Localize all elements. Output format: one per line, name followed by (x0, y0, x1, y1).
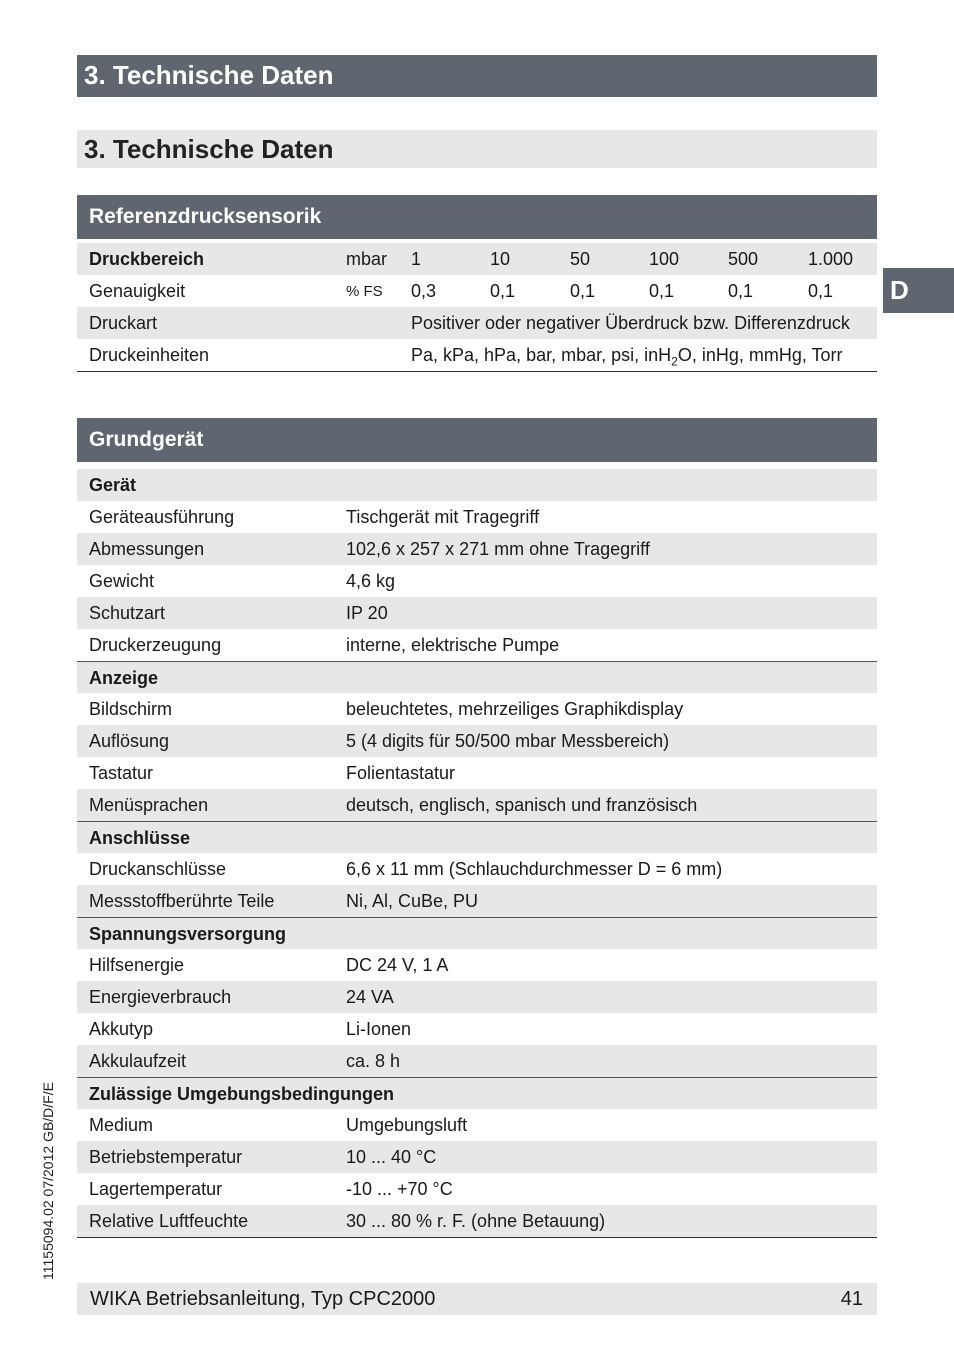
accuracy-value: 0,1 (728, 281, 754, 301)
row-label: Relative Luftfeuchte (89, 1211, 249, 1231)
row-label: Betriebstemperatur (89, 1147, 243, 1167)
pressure-type-label: Druckart (89, 313, 158, 333)
pressure-type-row (77, 307, 877, 339)
group-title: Zulässige Umgebungsbedingungen (89, 1084, 395, 1104)
group-header-row (77, 1077, 877, 1109)
group-header-row (77, 821, 877, 853)
row-label: Energieverbrauch (89, 987, 232, 1007)
chapter-header-bar (77, 55, 877, 97)
row-value: 4,6 kg (346, 571, 396, 591)
accuracy-value: 0,1 (649, 281, 675, 301)
table-row (77, 597, 877, 629)
base-table-body (77, 469, 877, 1238)
range-value: 1.000 (808, 249, 854, 269)
table-row (77, 853, 877, 885)
row-label: Lagertemperatur (89, 1179, 223, 1199)
row-value: 5 (4 digits für 50/500 mbar Messbereich) (346, 731, 670, 751)
row-value: deutsch, englisch, spanisch und französisch (346, 795, 698, 815)
accuracy-row (77, 275, 877, 307)
table-row (77, 1141, 877, 1173)
row-label: Akkulaufzeit (89, 1051, 187, 1071)
row-label: Medium (89, 1115, 154, 1135)
row-label: Akkutyp (89, 1019, 154, 1039)
range-value: 10 (490, 249, 511, 269)
range-label: Druckbereich (89, 249, 205, 269)
accuracy-value: 0,1 (808, 281, 834, 301)
range-value: 1 (411, 249, 422, 269)
reference-sensor-table (77, 195, 877, 372)
row-label: Schutzart (89, 603, 166, 623)
row-label: Messstoffberührte Teile (89, 891, 275, 911)
accuracy-unit: % FS (346, 283, 383, 300)
table-row (77, 693, 877, 725)
row-value: Umgebungsluft (346, 1115, 468, 1135)
row-value: Folientastatur (346, 763, 456, 783)
table-row (77, 533, 877, 565)
base-unit-table (77, 418, 877, 1238)
row-label: Gewicht (89, 571, 155, 591)
table-row (77, 1205, 877, 1238)
units-subscript: 2 (671, 354, 678, 369)
group-header-row (77, 917, 877, 949)
units-text-post: O, inHg, mmHg, Torr (677, 345, 843, 365)
range-value: 50 (570, 249, 591, 269)
range-row (77, 243, 877, 275)
accuracy-value: 0,1 (570, 281, 596, 301)
table-row (77, 1109, 877, 1141)
row-value: Ni, Al, CuBe, PU (346, 891, 479, 911)
chapter-title: 3. Technische Daten (84, 60, 334, 90)
document-code: 11155094.02 07/2012 GB/D/F/E (40, 1082, 56, 1280)
page-footer (77, 1283, 877, 1315)
group-title: Spannungsversorgung (89, 924, 287, 944)
row-label: Bildschirm (89, 699, 173, 719)
table-row (77, 757, 877, 789)
table-row (77, 501, 877, 533)
row-value: 24 VA (346, 987, 394, 1007)
table-row (77, 981, 877, 1013)
base-table-title: Grundgerät (89, 428, 204, 451)
accuracy-value: 0,1 (490, 281, 516, 301)
row-value: Tischgerät mit Tragegriff (346, 507, 540, 527)
group-header-row (77, 469, 877, 501)
pressure-units-value (411, 345, 843, 369)
row-value: Li-Ionen (346, 1019, 412, 1039)
reference-table-header (77, 195, 877, 239)
pressure-type-value: Positiver oder negativer Überdruck bzw. Differenzdruck (411, 313, 850, 333)
group-title: Anschlüsse (89, 828, 191, 848)
row-value: 102,6 x 257 x 271 mm ohne Tragegriff (346, 539, 650, 559)
section-heading (77, 130, 877, 168)
footer-title: WIKA Betriebsanleitung, Typ CPC2000 (90, 1288, 436, 1310)
table-row (77, 725, 877, 757)
row-label: Tastatur (89, 763, 154, 783)
table-row (77, 1173, 877, 1205)
row-value: interne, elektrische Pumpe (346, 635, 560, 655)
units-text-pre: Pa, kPa, hPa, bar, mbar, psi, inH (411, 345, 672, 365)
range-value: 100 (649, 249, 680, 269)
group-title: Anzeige (89, 668, 159, 688)
page-number: 41 (840, 1288, 863, 1310)
range-unit: mbar (346, 249, 388, 269)
row-value: ca. 8 h (346, 1051, 401, 1071)
row-value: IP 20 (346, 603, 388, 623)
row-value: -10 ... +70 °C (346, 1179, 453, 1199)
language-tab-label: D (890, 275, 909, 305)
group-title: Gerät (89, 475, 137, 495)
row-value: 6,6 x 11 mm (Schlauchdurchmesser D = 6 mm) (346, 859, 723, 879)
row-label: Abmessungen (89, 539, 205, 559)
range-value: 500 (728, 249, 759, 269)
row-value: 30 ... 80 % r. F. (ohne Betauung) (346, 1211, 606, 1231)
table-row (77, 1045, 877, 1077)
row-label: Druckerzeugung (89, 635, 222, 655)
group-header-row (77, 661, 877, 693)
language-tab (883, 268, 954, 313)
row-value: beleuchtetes, mehrzeiliges Graphikdisplay (346, 699, 684, 719)
table-row (77, 789, 877, 821)
pressure-units-row (77, 339, 877, 372)
reference-table-title: Referenzdrucksensorik (89, 205, 322, 228)
row-value: 10 ... 40 °C (346, 1147, 437, 1167)
accuracy-label: Genauigkeit (89, 281, 186, 301)
table-row (77, 885, 877, 917)
row-value: DC 24 V, 1 A (346, 955, 449, 975)
pressure-units-label: Druckeinheiten (89, 345, 210, 365)
row-label: Auflösung (89, 731, 170, 751)
row-label: Menüsprachen (89, 795, 209, 815)
section-title: 3. Technische Daten (84, 134, 334, 164)
base-table-header (77, 418, 877, 462)
table-row (77, 629, 877, 661)
row-label: Druckanschlüsse (89, 859, 227, 879)
row-label: Geräteausführung (89, 507, 235, 527)
accuracy-value: 0,3 (411, 281, 437, 301)
row-label: Hilfsenergie (89, 955, 185, 975)
table-row (77, 1013, 877, 1045)
table-row (77, 565, 877, 597)
table-row (77, 949, 877, 981)
